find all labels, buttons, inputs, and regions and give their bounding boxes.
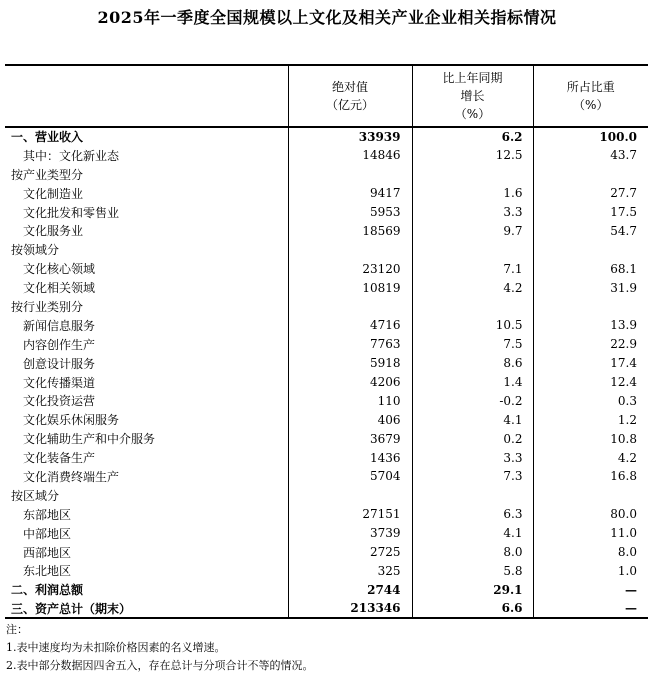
header-indicator xyxy=(5,65,288,127)
table-row xyxy=(5,486,648,505)
row-value: 1436 xyxy=(288,448,412,467)
row-value: 33939 xyxy=(288,127,412,146)
row-value: 5918 xyxy=(288,354,412,373)
row-label: 西部地区 xyxy=(23,545,72,560)
row-share: 11.0 xyxy=(533,524,648,543)
table-row xyxy=(5,240,648,259)
row-label: 一、营业收入 xyxy=(11,130,84,145)
table-row xyxy=(5,146,648,165)
row-growth: 29.1 xyxy=(412,580,533,599)
row-share: 80.0 xyxy=(533,505,648,524)
header-growth-line2: 增长 xyxy=(460,89,485,103)
row-label: 文化娱乐休闲服务 xyxy=(23,413,120,428)
row-growth: 4.1 xyxy=(412,410,533,429)
row-label: 按区域分 xyxy=(11,488,60,503)
row-share: 10.8 xyxy=(533,429,648,448)
row-growth: 1.6 xyxy=(412,184,533,203)
row-label: 文化装备生产 xyxy=(23,451,96,466)
row-share: 17.5 xyxy=(533,203,648,222)
row-growth: 7.5 xyxy=(412,335,533,354)
table-row xyxy=(5,448,648,467)
row-growth: -0.2 xyxy=(412,391,533,410)
table-row xyxy=(5,599,648,618)
row-label: 文化核心领域 xyxy=(23,262,96,277)
row-share xyxy=(533,240,648,259)
row-value: 213346 xyxy=(288,599,412,618)
row-share: 100.0 xyxy=(533,127,648,146)
table-row xyxy=(5,203,648,222)
row-value xyxy=(288,486,412,505)
row-label: 文化制造业 xyxy=(23,186,84,201)
row-share: 12.4 xyxy=(533,373,648,392)
row-share: — xyxy=(533,580,648,599)
row-value: 10819 xyxy=(288,278,412,297)
table-row xyxy=(5,543,648,562)
table-row xyxy=(5,354,648,373)
row-label: 文化辅助生产和中介服务 xyxy=(23,432,156,447)
row-share xyxy=(533,165,648,184)
row-growth: 1.4 xyxy=(412,373,533,392)
row-share: 68.1 xyxy=(533,259,648,278)
row-value xyxy=(288,165,412,184)
row-label: 按产业类型分 xyxy=(11,167,84,182)
header-absolute-value-line1: 绝对值 xyxy=(331,80,368,94)
row-growth: 5.8 xyxy=(412,561,533,580)
row-share: — xyxy=(533,599,648,618)
row-growth: 6.3 xyxy=(412,505,533,524)
table-row xyxy=(5,221,648,240)
header-share-line1: 所占比重 xyxy=(566,80,615,94)
row-value: 14846 xyxy=(288,146,412,165)
header-absolute-value-line2: （亿元） xyxy=(325,98,374,112)
row-growth xyxy=(412,486,533,505)
row-growth: 4.2 xyxy=(412,278,533,297)
table-row xyxy=(5,524,648,543)
row-value: 7763 xyxy=(288,335,412,354)
table-row xyxy=(5,373,648,392)
row-share xyxy=(533,486,648,505)
row-value: 9417 xyxy=(288,184,412,203)
header-growth-line3: （%） xyxy=(454,107,491,121)
row-share: 31.9 xyxy=(533,278,648,297)
table-row xyxy=(5,429,648,448)
row-growth: 7.1 xyxy=(412,259,533,278)
row-value: 325 xyxy=(288,561,412,580)
row-value: 3679 xyxy=(288,429,412,448)
row-label: 东部地区 xyxy=(23,507,72,522)
row-label: 文化投资运营 xyxy=(23,394,96,409)
row-value: 406 xyxy=(288,410,412,429)
row-share: 54.7 xyxy=(533,221,648,240)
notes-heading: 注： xyxy=(6,623,28,636)
row-label: 文化消费终端生产 xyxy=(23,469,120,484)
row-label: 文化传播渠道 xyxy=(23,375,96,390)
row-growth xyxy=(412,165,533,184)
row-share: 8.0 xyxy=(533,543,648,562)
table-row xyxy=(5,410,648,429)
table-row xyxy=(5,297,648,316)
row-share: 4.2 xyxy=(533,448,648,467)
header-growth-line1: 比上年同期 xyxy=(442,71,503,85)
row-growth: 8.0 xyxy=(412,543,533,562)
row-label: 三、资产总计（期末） xyxy=(5,599,288,618)
row-label: 东北地区 xyxy=(23,564,72,579)
table-row xyxy=(5,391,648,410)
header-absolute-value xyxy=(288,65,412,127)
table-row xyxy=(5,165,648,184)
footnotes xyxy=(6,621,314,675)
row-share: 17.4 xyxy=(533,354,648,373)
row-value: 4206 xyxy=(288,373,412,392)
row-share: 27.7 xyxy=(533,184,648,203)
row-share: 16.8 xyxy=(533,467,648,486)
table-row xyxy=(5,467,648,486)
row-value: 18569 xyxy=(288,221,412,240)
table-row xyxy=(5,505,648,524)
table-row xyxy=(5,580,648,599)
row-label: 文化批发和零售业 xyxy=(23,205,120,220)
row-label: 按领域分 xyxy=(11,243,60,258)
table-row xyxy=(5,316,648,335)
row-value xyxy=(288,297,412,316)
row-label: 新闻信息服务 xyxy=(23,318,96,333)
row-growth xyxy=(412,297,533,316)
row-label: 中部地区 xyxy=(23,526,72,541)
row-value: 3739 xyxy=(288,524,412,543)
note-2: 2.表中部分数据因四舍五入，存在总计与分项合计不等的情况。 xyxy=(6,659,314,672)
row-growth: 10.5 xyxy=(412,316,533,335)
row-label: 内容创作生产 xyxy=(23,337,96,352)
row-value: 27151 xyxy=(288,505,412,524)
row-growth: 8.6 xyxy=(412,354,533,373)
row-value: 2744 xyxy=(288,580,412,599)
table-body xyxy=(5,127,648,618)
row-value: 5953 xyxy=(288,203,412,222)
page-title: 2025年一季度全国规模以上文化及相关产业企业相关指标情况 xyxy=(97,8,557,27)
row-value: 23120 xyxy=(288,259,412,278)
row-share: 1.0 xyxy=(533,561,648,580)
row-growth: 3.3 xyxy=(412,203,533,222)
row-growth: 3.3 xyxy=(412,448,533,467)
row-label: 文化相关领域 xyxy=(23,281,96,296)
row-label: 创意设计服务 xyxy=(23,356,96,371)
indicator-table xyxy=(5,64,648,619)
row-value: 110 xyxy=(288,391,412,410)
header-share xyxy=(533,65,648,127)
header-growth xyxy=(412,65,533,127)
table-row xyxy=(5,335,648,354)
row-value: 2725 xyxy=(288,543,412,562)
row-value: 5704 xyxy=(288,467,412,486)
note-1: 1.表中速度均为未扣除价格因素的名义增速。 xyxy=(6,641,226,654)
row-share: 13.9 xyxy=(533,316,648,335)
row-label: 二、利润总额 xyxy=(11,583,84,598)
table-row xyxy=(5,561,648,580)
row-growth: 0.2 xyxy=(412,429,533,448)
row-growth: 12.5 xyxy=(412,146,533,165)
row-share: 0.3 xyxy=(533,391,648,410)
row-growth: 6.2 xyxy=(412,127,533,146)
table-row xyxy=(5,278,648,297)
row-growth xyxy=(412,240,533,259)
header-share-line2: （%） xyxy=(573,98,609,112)
row-share: 43.7 xyxy=(533,146,648,165)
row-share: 1.2 xyxy=(533,410,648,429)
table-header-row xyxy=(5,65,648,127)
row-share xyxy=(533,297,648,316)
row-growth: 6.6 xyxy=(412,599,533,618)
row-label: 按行业类别分 xyxy=(11,299,84,314)
row-value xyxy=(288,240,412,259)
row-growth: 7.3 xyxy=(412,467,533,486)
row-growth: 4.1 xyxy=(412,524,533,543)
row-label: 文化服务业 xyxy=(23,224,84,239)
table-row xyxy=(5,127,648,146)
row-growth: 9.7 xyxy=(412,221,533,240)
table-row xyxy=(5,259,648,278)
table-row xyxy=(5,184,648,203)
row-value: 4716 xyxy=(288,316,412,335)
row-share: 22.9 xyxy=(533,335,648,354)
row-label: 其中：文化新业态 xyxy=(23,148,120,163)
